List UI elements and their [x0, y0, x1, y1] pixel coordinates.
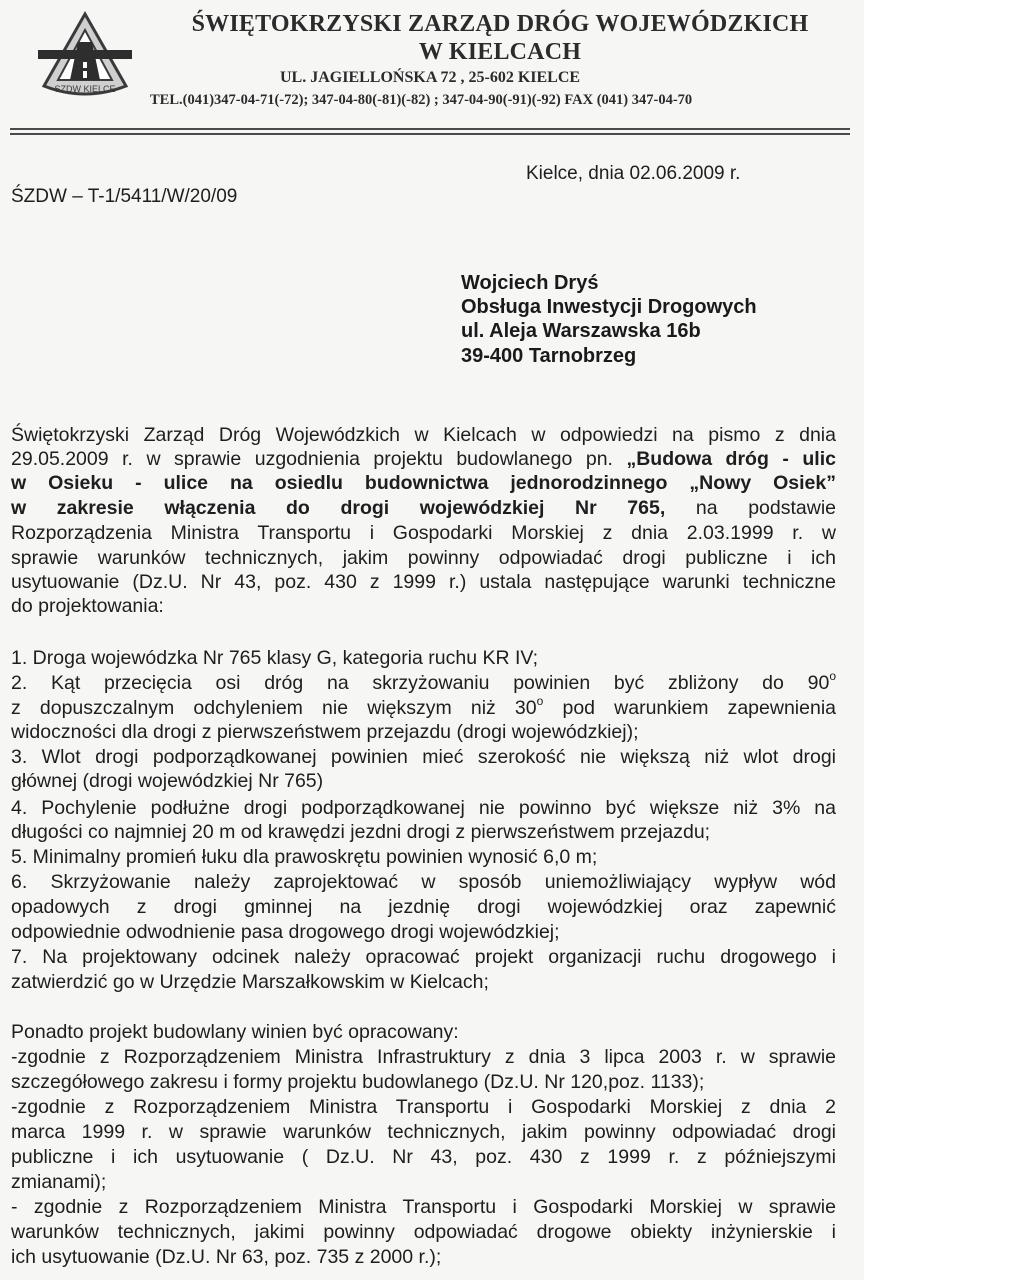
- additional-heading: Ponadto projekt budowlany winien być opracowany:: [11, 1021, 459, 1043]
- condition-item: 7. Na projektowany odcinek należy opracować projekt organizacji ruchu drogowego i: [11, 946, 836, 968]
- condition-item: 3. Wlot drogi podporządkowanej powinien mieć szerokość nie większą niż wlot drogi: [11, 746, 836, 768]
- condition-item-cont: zatwierdzić go w Urzędzie Marszałkowskim w Kielcach;: [11, 971, 489, 993]
- recipient-company: Obsługa Inwestycji Drogowych: [461, 296, 757, 318]
- condition-item-cont: głównej (drogi wojewódzkiej Nr 765): [11, 770, 324, 792]
- recipient-name: Wojciech Dryś: [461, 272, 599, 294]
- condition-item: 4. Pochylenie podłużne drogi podporządkowanej nie powinno być większe niż 3% na: [11, 797, 836, 819]
- intro-line: sprawie warunków technicznych, jakim powinny odpowiadać drogi publiczne i ich: [11, 547, 836, 569]
- condition-item-cont: długości co najmniej 20 m od krawędzi jezdni drogi z pierwszeństwem przejazdu;: [11, 821, 711, 843]
- additional-item-cont: marca 1999 r. w sprawie warunków technicznych, jakim powinny odpowiadać drogi: [11, 1121, 836, 1143]
- intro-line: usytuowanie (Dz.U. Nr 43, poz. 430 z 1999 r.) ustala następujące warunki techniczne: [11, 571, 836, 593]
- condition-item: 5. Minimalny promień łuku dla prawoskrętu powinien wynosić 6,0 m;: [11, 846, 598, 868]
- intro-line: Rozporządzenia Ministra Transportu i Gospodarki Morskiej z dnia 2.03.1999 r. w: [11, 522, 836, 544]
- condition-item: 2. Kąt przecięcia osi dróg na skrzyżowaniu powinien być zbliżony do 90$^o$: [11, 668, 836, 694]
- additional-item-cont: ich usytuowanie (Dz.U. Nr 63, poz. 735 z 2000 r.);: [11, 1246, 442, 1268]
- reference-number: ŚZDW – T-1/5411/W/20/09: [11, 186, 238, 207]
- header-divider-bottom: [10, 133, 850, 135]
- org-name-line2: W KIELCACH: [418, 39, 582, 65]
- intro-line-project-name: w Osieku - ulice na osiedlu budownictwa jednorodzinnego „Nowy Osiek”: [11, 472, 836, 494]
- additional-item: - zgodnie z Rozporządzeniem Ministra Transportu i Gospodarki Morskiej w sprawie: [11, 1196, 836, 1218]
- letter-date: Kielce, dnia 02.06.2009 r.: [526, 163, 741, 184]
- szdw-logo-icon: [36, 10, 134, 96]
- intro-line: w zakresie włączenia do drogi wojewódzkiej Nr 765, na podstawie: [11, 497, 836, 519]
- intro-line-last: do projektowania:: [11, 595, 164, 617]
- additional-item-cont: szczegółowego zakresu i formy projektu budowlanego (Dz.U. Nr 120,poz. 1133);: [11, 1071, 705, 1093]
- additional-item: -zgodnie z Rozporządzeniem Ministra Infrastruktury z dnia 3 lipca 2003 r. w sprawie: [11, 1046, 836, 1068]
- condition-item-cont: opadowych z drogi gminnej na jezdnię drogi wojewódzkiej oraz zapewnić: [11, 896, 836, 918]
- condition-item-cont: z dopuszczalnym odchyleniem nie większym niż 30$^o$ pod warunkiem zapewnienia: [11, 693, 836, 719]
- recipient-street: ul. Aleja Warszawska 16b: [461, 320, 701, 342]
- header-divider-top: [10, 128, 850, 130]
- logo-caption: SZDW KIELCE: [54, 84, 116, 94]
- recipient-city: 39-400 Tarnobrzeg: [461, 345, 637, 367]
- additional-item-cont: zmianami);: [11, 1171, 107, 1193]
- org-phones: TEL.(041)347-04-71(-72); 347-04-80(-81)(-82) ; 347-04-90(-91)(-92) FAX (041) 347-04-70: [150, 92, 693, 108]
- condition-item-cont: widoczności dla drogi z pierwszeństwem przejazdu (drogi wojewódzkiej);: [11, 721, 639, 743]
- org-address: UL. JAGIELLOŃSKA 72 , 25-602 KIELCE: [280, 69, 581, 86]
- intro-line: 29.05.2009 r. w sprawie uzgodnienia projektu budowlanego pn. „Budowa dróg - ulic: [11, 448, 836, 470]
- org-name-line1: ŚWIĘTOKRZYSKI ZARZĄD DRÓG WOJEWÓDZKICH: [191, 11, 809, 37]
- additional-item-cont: publiczne i ich usytuowanie ( Dz.U. Nr 43, poz. 430 z 1999 r. z późniejszymi: [11, 1146, 836, 1168]
- additional-item-cont: warunków technicznych, jakimi powinny odpowiadać drogowe obiekty inżynierskie i: [11, 1221, 836, 1243]
- condition-item-cont: odpowiednie odwodnienie pasa drogowego drogi wojewódzkiej;: [11, 921, 560, 943]
- additional-item: -zgodnie z Rozporządzeniem Ministra Transportu i Gospodarki Morskiej z dnia 2: [11, 1096, 836, 1118]
- condition-item: 1. Droga wojewódzka Nr 765 klasy G, kategoria ruchu KR IV;: [11, 647, 539, 669]
- intro-line: Świętokrzyski Zarząd Dróg Wojewódzkich w Kielcach w odpowiedzi na pismo z dnia: [11, 424, 836, 446]
- condition-item: 6. Skrzyżowanie należy zaprojektować w sposób uniemożliwiający wypływ wód: [11, 871, 836, 893]
